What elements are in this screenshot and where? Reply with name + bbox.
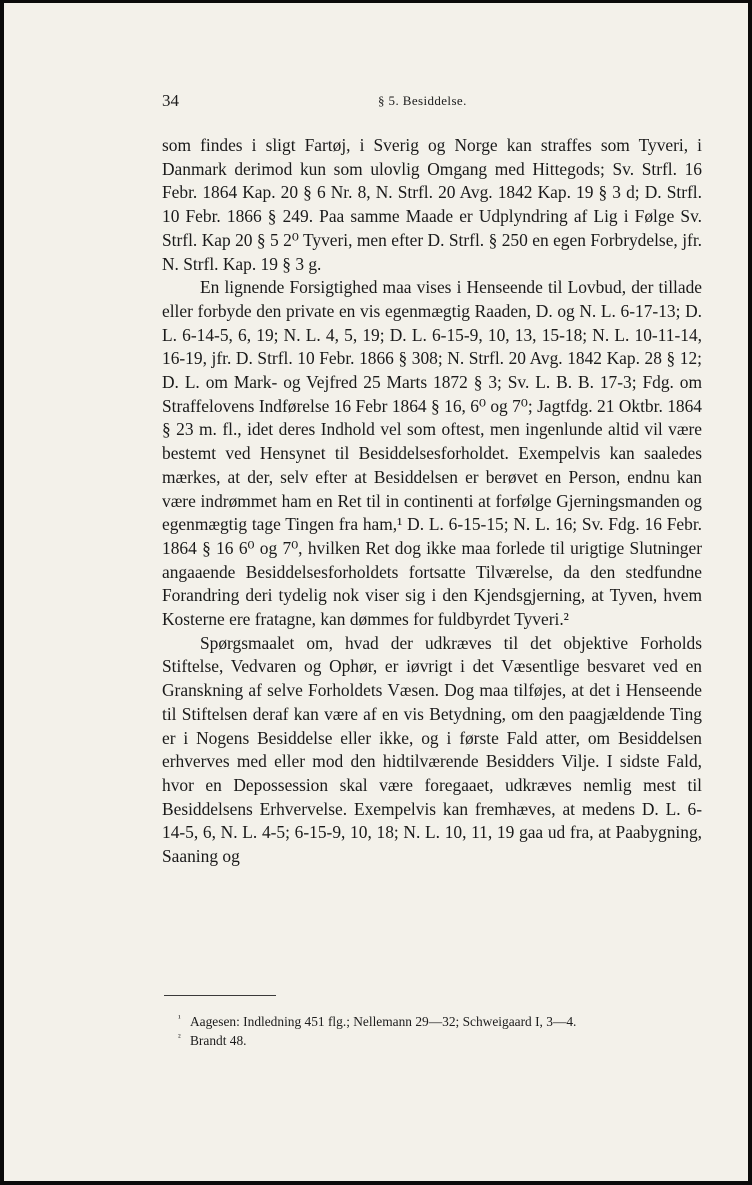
footnote-text: Aagesen: Indledning 451 flg.; Nellemann 29—32; Schweigaard I, 3—4. — [190, 1014, 577, 1029]
footnote-marker: ² — [178, 1032, 181, 1042]
footnote-divider — [164, 995, 276, 996]
running-head: § 5. Besiddelse. — [378, 93, 467, 108]
paragraph-2: En lignende Forsigtighed maa vises i Henseende til Lovbud, der tillade eller forbyde den private en vis egenmægtig Raaden, D. og N. L. 6-17-13; D. L. 6-14-5, 6, 19; N. L. 4, 5, 19; D. L. 6-15-9, 10, 13, 15-18; N. L. 10-11-14, 16-19, jfr. D. Strfl. 10 Febr. 1866 § 308; N. Strfl. 20 Avg. 1842 Kap. 28 § 12; D. L. om Mark- og Vejfred 25 Marts 1872 § 3; Sv. L. B. B. 17-3; Fdg. om Straffelovens Indførelse 16 Febr 1864 § 16, 6⁰ og 7⁰; Jagtfdg. 21 Oktbr. 1864 § 23 m. fl., idet deres Indhold vel som oftest, men ingenlunde altid vil være bestemt ved Hensynet til Besiddelsesforholdet. Exempelvis kan saaledes mærkes, at der, selv efter at Besiddelsen er berøvet en Person, endnu kan være indrømmet ham en Ret til in continenti at forfølge Gjerningsmanden og egenmægtig tage Tingen fra ham,¹ D. L. 6-15-15; N. L. 16; Sv. Fdg. 16 Febr. 1864 § 16 6⁰ og 7⁰, hvilken Ret dog ikke maa forlede til urigtige Slutninger angaaende Besiddelsesforholdets fortsatte Tilværelse, da den stedfundne Forandring deri tydelig nok viser sig i den Kjendsgjerning, at Tyven, hvem Kosterne ere fratagne, kan dømmes for fuldbyrdet Tyveri.² — [162, 277, 702, 630]
body-text — [162, 134, 702, 869]
page-number: 34 — [162, 91, 179, 110]
book-page — [4, 3, 748, 1181]
footnote-1 — [178, 1012, 702, 1031]
paragraph-1: som findes i sligt Fartøj, i Sverig og Norge kan straffes som Tyveri, i Danmark derimod kun som ulovlig Omgang med Hittegods; Sv. Strfl. 16 Febr. 1864 Kap. 20 § 6 Nr. 8, N. Strfl. 20 Avg. 1842 Kap. 19 § 3 d; D. Strfl. 10 Febr. 1866 § 249. Paa samme Maade er Udplyndring af Lig i Følge Sv. Strfl. Kap 20 § 5 2⁰ Tyveri, men efter D. Strfl. § 250 en egen Forbrydelse, jfr. N. Strfl. Kap. 19 § 3 g. — [162, 135, 702, 274]
footnote-marker: ¹ — [178, 1013, 181, 1023]
page-header — [162, 91, 702, 115]
footnote-text: Brandt 48. — [190, 1033, 247, 1048]
paragraph-3: Spørgsmaalet om, hvad der udkræves til det objektive Forholds Stiftelse, Vedvaren og Ophør, er iøvrigt i det Væsentlige besvaret ved en Granskning af selve Forholdets Væsen. Dog maa tilføjes, at det i Henseende til Stiftelsen deraf kan være af en vis Betydning, om den paagjældende Ting er i Nogens Besiddelse eller ikke, og i første Fald atter, om Besiddelsen erhverves med eller mod den hidtilværende Besidders Vilje. I sidste Fald, hvor en Depossession skal være foregaaet, udkræves nemlig mest til Besiddelsens Erhvervelse. Exempelvis kan fremhæves, at medens D. L. 6-14-5, 6, N. L. 4-5; 6-15-9, 10, 18; N. L. 10, 11, 19 gaa ud fra, at Paabygning, Saaning og — [162, 632, 702, 867]
footnotes — [178, 1012, 702, 1050]
footnote-2 — [178, 1031, 702, 1050]
